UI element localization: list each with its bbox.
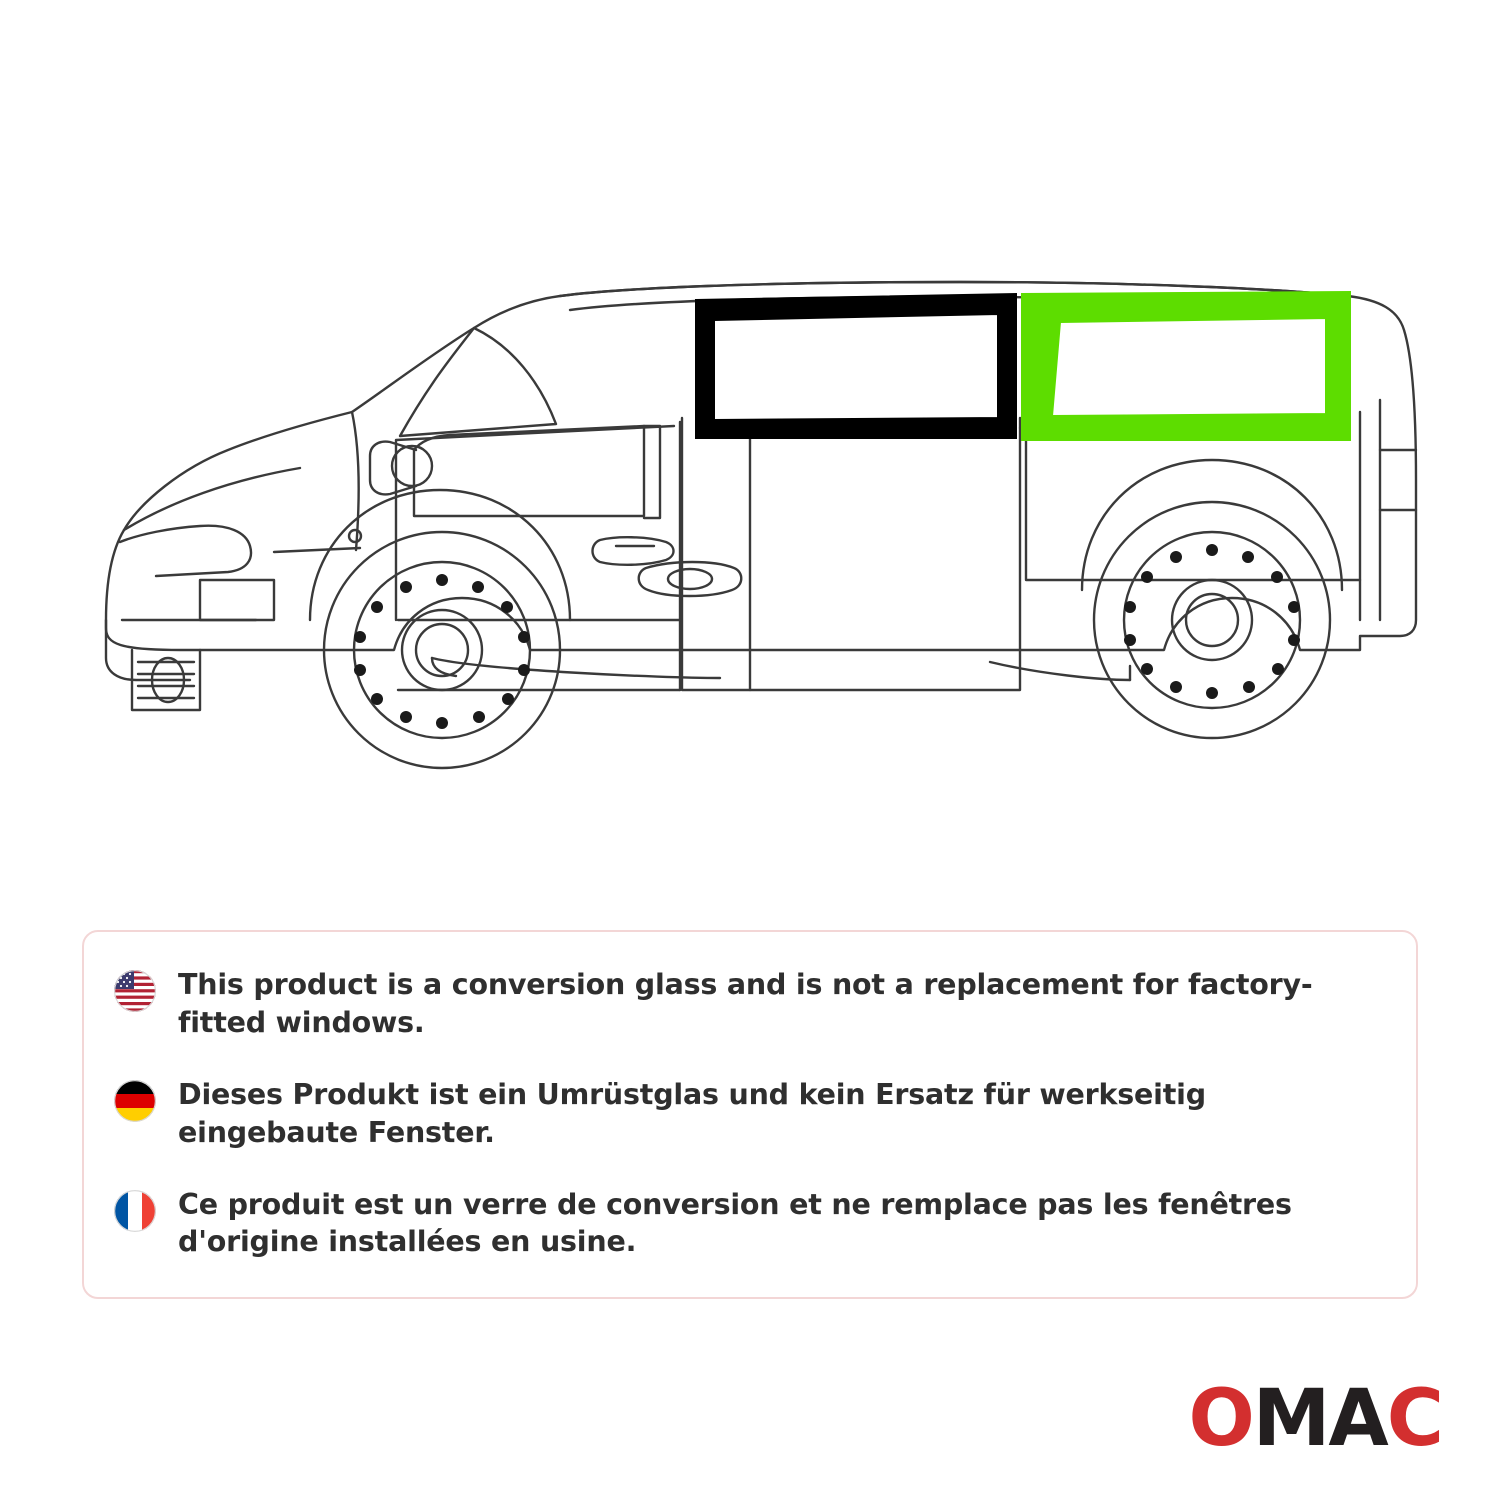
rear-quarter-window-highlight-selected [1022, 292, 1350, 440]
notice-row-de [114, 1076, 1386, 1152]
de-flag-icon [114, 1080, 156, 1122]
notice-row-fr [114, 1186, 1386, 1262]
sliding-door-window-highlight [696, 294, 1016, 438]
omac-logo [1188, 1374, 1442, 1464]
van-side-view-svg [60, 150, 1460, 790]
logo-letter-a: A [1328, 1374, 1387, 1464]
notice-text-de: Dieses Produkt ist ein Umrüstglas und kein Ersatz für werkseitig eingebaute Fenster. [178, 1077, 1206, 1149]
us-flag-icon [114, 970, 156, 1012]
notice-box [82, 930, 1418, 1299]
vehicle-illustration [60, 150, 1460, 790]
logo-letter-m: M [1252, 1374, 1329, 1464]
fr-flag-icon [114, 1190, 156, 1232]
notice-text-en: This product is a conversion glass and is not a replacement for factory-fitted windows. [178, 968, 1313, 1039]
notice-row-en [114, 966, 1386, 1042]
logo-letter-c: C [1386, 1374, 1442, 1464]
notice-text-fr: Ce produit est un verre de conversion et ne remplace pas les fenêtres d'origine installées en usine. [178, 1187, 1292, 1259]
logo-letter-o: O [1188, 1374, 1253, 1464]
